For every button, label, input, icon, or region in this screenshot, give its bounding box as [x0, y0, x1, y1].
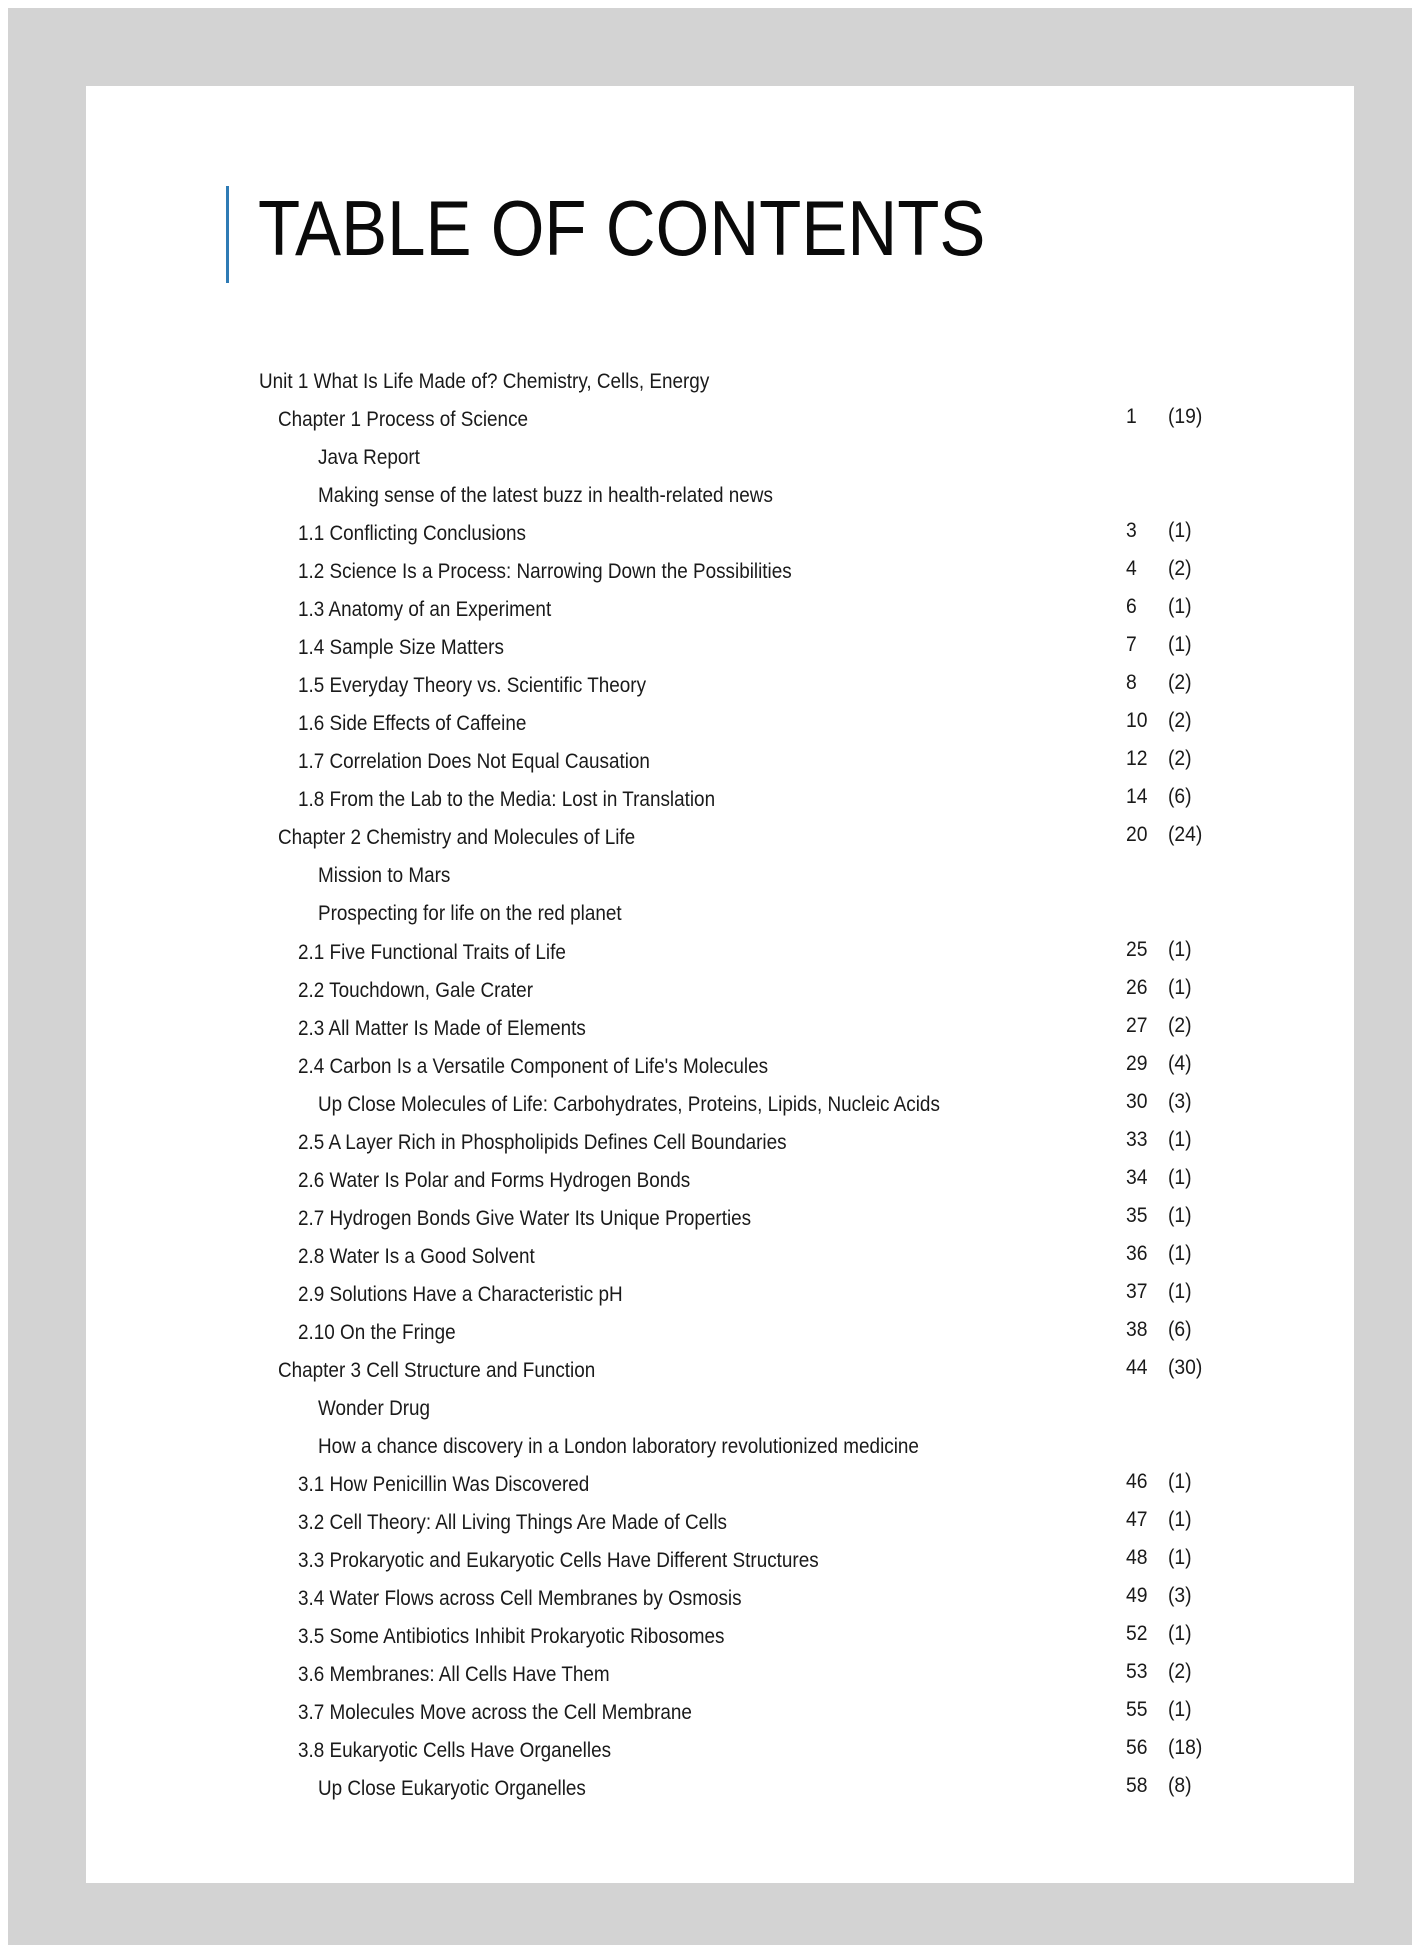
toc-section-entry[interactable] [86, 1276, 1354, 1314]
toc-page-count: (8) [1168, 1774, 1192, 1798]
toc-page-number: 4 [1126, 557, 1137, 581]
toc-entry-title: 3.6 Membranes: All Cells Have Them [298, 1663, 610, 1686]
toc-page-number: 30 [1126, 1089, 1148, 1113]
toc-section-entry[interactable] [86, 515, 1354, 553]
toc-page-number: 35 [1126, 1203, 1148, 1227]
toc-section-entry[interactable] [86, 1580, 1354, 1618]
toc-section-entry[interactable] [86, 1694, 1354, 1732]
toc-page-number: 12 [1126, 747, 1148, 771]
toc-section-entry[interactable] [86, 705, 1354, 743]
toc-section-entry[interactable] [86, 1124, 1354, 1162]
toc-entry-title: Prospecting for life on the red planet [318, 902, 622, 926]
toc-section-entry[interactable] [86, 1162, 1354, 1200]
toc-entry-title: 2.5 A Layer Rich in Phospholipids Defines Cell Boundaries [298, 1130, 787, 1154]
toc-page-number: 56 [1126, 1736, 1148, 1760]
toc-page-count: (2) [1168, 709, 1192, 733]
toc-entry-title: Making sense of the latest buzz in health-related news [318, 484, 773, 508]
toc-page-number: 47 [1126, 1507, 1148, 1531]
toc-section-entry[interactable] [86, 1542, 1354, 1580]
toc-page-count: (1) [1168, 1545, 1192, 1569]
toc-feature-entry[interactable] [86, 1390, 1354, 1428]
toc-section-entry[interactable] [86, 1238, 1354, 1276]
toc-page-number: 44 [1126, 1355, 1148, 1379]
toc-page-count: (1) [1168, 1279, 1192, 1303]
page-frame [8, 8, 1412, 1945]
toc-page-count: (1) [1168, 595, 1192, 619]
toc-page-count: (2) [1168, 1660, 1192, 1683]
toc-feature-entry[interactable] [86, 1428, 1354, 1466]
toc-page-count: (6) [1168, 1317, 1192, 1341]
toc-entry-title: Chapter 2 Chemistry and Molecules of Life [278, 826, 636, 850]
toc-entry-title: 2.8 Water Is a Good Solvent [298, 1244, 535, 1268]
toc-entry-title: 3.1 How Penicillin Was Discovered [298, 1472, 590, 1496]
toc-page-count: (3) [1168, 1089, 1192, 1113]
toc-page-count: (1) [1168, 1698, 1192, 1721]
toc-feature-entry[interactable] [86, 857, 1354, 895]
toc-section-entry[interactable] [86, 972, 1354, 1010]
toc-entry-title: Java Report [318, 446, 420, 470]
toc-page-count: (19) [1168, 405, 1203, 428]
toc-page-number: 6 [1126, 595, 1137, 619]
toc-chapter-entry[interactable] [86, 819, 1354, 857]
toc-section-entry[interactable] [86, 781, 1354, 819]
toc-entry-title: Chapter 1 Process of Science [278, 408, 529, 431]
toc-page-count: (1) [1168, 1622, 1192, 1645]
toc-page-number: 36 [1126, 1241, 1148, 1265]
toc-feature-entry[interactable] [86, 1770, 1354, 1808]
toc-chapter-entry[interactable] [86, 401, 1354, 439]
toc-entry-title: 2.9 Solutions Have a Characteristic pH [298, 1282, 623, 1306]
toc-section-entry[interactable] [86, 1732, 1354, 1770]
toc-page-count: (3) [1168, 1584, 1192, 1607]
toc-section-entry[interactable] [86, 1048, 1354, 1086]
toc-entry-title: Up Close Molecules of Life: Carbohydrates, Proteins, Lipids, Nucleic Acids [318, 1092, 940, 1116]
toc-entry-title: Up Close Eukaryotic Organelles [318, 1777, 586, 1801]
toc-section-entry[interactable] [86, 1466, 1354, 1504]
toc-page-count: (1) [1168, 937, 1192, 961]
toc-page-number: 58 [1126, 1774, 1148, 1798]
toc-page-number: 25 [1126, 937, 1148, 961]
toc-page-number: 48 [1126, 1545, 1148, 1569]
toc-page-number: 8 [1126, 671, 1137, 695]
toc-section-entry[interactable] [86, 553, 1354, 591]
toc-section-entry[interactable] [86, 1656, 1354, 1694]
toc-unit-entry[interactable] [86, 363, 1354, 401]
toc-page-count: (1) [1168, 1507, 1192, 1531]
toc-page-number: 55 [1126, 1698, 1148, 1721]
toc-entry-title: 3.8 Eukaryotic Cells Have Organelles [298, 1739, 612, 1763]
toc-section-entry[interactable] [86, 934, 1354, 972]
toc-page-number: 20 [1126, 823, 1148, 847]
toc-page-number: 52 [1126, 1622, 1148, 1645]
toc-page-number: 49 [1126, 1584, 1148, 1607]
toc-page-count: (4) [1168, 1051, 1192, 1075]
toc-entry-title: 3.3 Prokaryotic and Eukaryotic Cells Have Different Structures [298, 1548, 819, 1572]
toc-entry-title: 1.2 Science Is a Process: Narrowing Down the Possibilities [298, 560, 792, 584]
toc-page-number: 29 [1126, 1051, 1148, 1075]
toc-entry-title: 3.5 Some Antibiotics Inhibit Prokaryotic Ribosomes [298, 1625, 725, 1648]
toc-section-entry[interactable] [86, 1010, 1354, 1048]
toc-page-number: 33 [1126, 1127, 1148, 1151]
page-title: TABLE OF CONTENTS [258, 184, 986, 272]
toc-entry-title: Mission to Mars [318, 864, 451, 888]
toc-page-count: (2) [1168, 671, 1192, 695]
toc-entry-title: 1.8 From the Lab to the Media: Lost in Translation [298, 788, 716, 812]
toc-page-count: (1) [1168, 1203, 1192, 1227]
toc-page-number: 46 [1126, 1469, 1148, 1493]
toc-entry-title: How a chance discovery in a London laboratory revolutionized medicine [318, 1434, 919, 1458]
toc-page-count: (1) [1168, 1241, 1192, 1265]
toc-page-count: (1) [1168, 975, 1192, 999]
table-of-contents [86, 86, 1354, 1883]
toc-section-entry[interactable] [86, 1200, 1354, 1238]
toc-entry-title: 3.4 Water Flows across Cell Membranes by Osmosis [298, 1587, 742, 1610]
toc-entry-title: Wonder Drug [318, 1396, 431, 1420]
toc-page-count: (18) [1168, 1736, 1203, 1760]
toc-entry-title: 2.2 Touchdown, Gale Crater [298, 978, 533, 1002]
document-page [86, 86, 1354, 1883]
toc-page-count: (6) [1168, 785, 1192, 809]
toc-entry-title: 2.10 On the Fringe [298, 1320, 456, 1344]
toc-page-number: 10 [1126, 709, 1148, 733]
toc-page-number: 27 [1126, 1013, 1148, 1037]
toc-page-count: (1) [1168, 1127, 1192, 1151]
toc-section-entry[interactable] [86, 743, 1354, 781]
toc-section-entry[interactable] [86, 1314, 1354, 1352]
toc-page-number: 1 [1126, 405, 1137, 428]
toc-section-entry[interactable] [86, 591, 1354, 629]
toc-section-entry[interactable] [86, 1618, 1354, 1656]
toc-entry-title: 2.3 All Matter Is Made of Elements [298, 1016, 586, 1040]
toc-entry-title: 2.1 Five Functional Traits of Life [298, 940, 566, 964]
toc-entry-title: 2.7 Hydrogen Bonds Give Water Its Unique Properties [298, 1206, 752, 1230]
toc-chapter-entry[interactable] [86, 1352, 1354, 1390]
toc-entry-title: 2.6 Water Is Polar and Forms Hydrogen Bonds [298, 1168, 691, 1192]
toc-entry-title: 1.7 Correlation Does Not Equal Causation [298, 750, 650, 774]
toc-page-count: (24) [1168, 823, 1203, 847]
toc-page-count: (1) [1168, 633, 1192, 657]
toc-entry-title: 3.2 Cell Theory: All Living Things Are Made of Cells [298, 1510, 727, 1534]
toc-section-entry[interactable] [86, 629, 1354, 667]
toc-section-entry[interactable] [86, 1504, 1354, 1542]
toc-entry-title: Chapter 3 Cell Structure and Function [278, 1358, 596, 1382]
toc-page-number: 53 [1126, 1660, 1148, 1683]
toc-page-number: 7 [1126, 633, 1137, 657]
toc-page-count: (2) [1168, 557, 1192, 581]
toc-page-count: (2) [1168, 747, 1192, 771]
toc-page-count: (1) [1168, 1165, 1192, 1189]
toc-page-number: 3 [1126, 519, 1137, 543]
toc-section-entry[interactable] [86, 667, 1354, 705]
toc-page-count: (1) [1168, 1469, 1192, 1493]
toc-entry-title: 1.6 Side Effects of Caffeine [298, 712, 527, 736]
toc-page-number: 37 [1126, 1279, 1148, 1303]
toc-entry-title: Unit 1 What Is Life Made of? Chemistry, Cells, Energy [259, 370, 710, 393]
toc-page-count: (2) [1168, 1013, 1192, 1037]
toc-feature-entry[interactable] [86, 895, 1354, 933]
toc-page-count: (30) [1168, 1355, 1203, 1379]
toc-page-number: 26 [1126, 975, 1148, 999]
toc-page-count: (1) [1168, 519, 1192, 543]
toc-entry-title: 1.3 Anatomy of an Experiment [298, 598, 552, 622]
toc-page-number: 38 [1126, 1317, 1148, 1341]
toc-feature-entry[interactable] [86, 477, 1354, 515]
toc-feature-entry[interactable] [86, 439, 1354, 477]
toc-page-number: 34 [1126, 1165, 1148, 1189]
toc-entry-title: 1.1 Conflicting Conclusions [298, 522, 526, 546]
toc-entry-title: 1.5 Everyday Theory vs. Scientific Theory [298, 674, 647, 698]
toc-entry-title: 1.4 Sample Size Matters [298, 636, 504, 660]
toc-feature-entry[interactable] [86, 1086, 1354, 1124]
toc-entry-title: 2.4 Carbon Is a Versatile Component of Life's Molecules [298, 1054, 769, 1078]
toc-page-number: 14 [1126, 785, 1148, 809]
toc-entry-title: 3.7 Molecules Move across the Cell Membrane [298, 1701, 692, 1724]
